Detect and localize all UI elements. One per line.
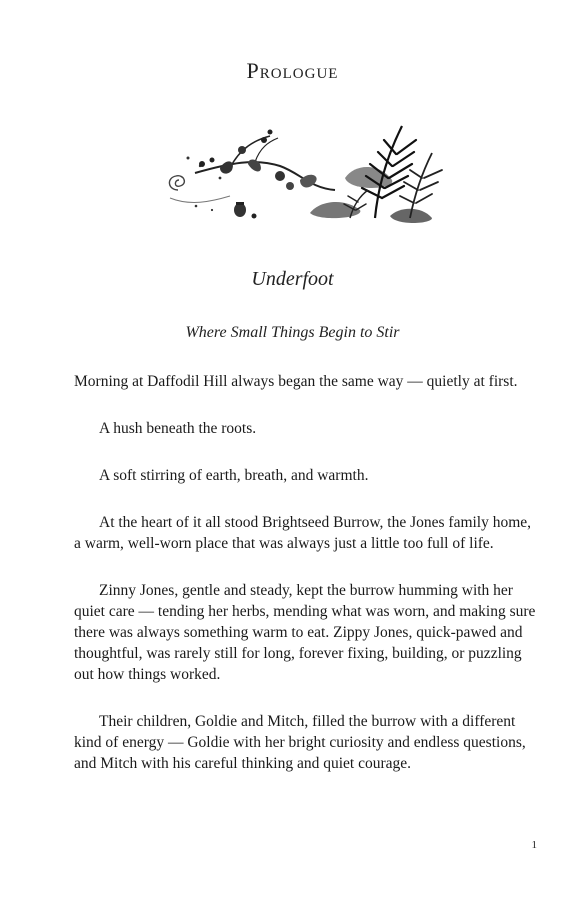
paragraph: Zinny Jones, gentle and steady, kept the burrow humming with her quiet care — tending her herbs, mending what was worn, and making sure there was always something warm to eat. Zippy Jones, quick-pawed and thoughtful, was rarely still for long, forever fixing, building, or puzzling out how things worked. (74, 582, 536, 683)
botanical-vignette-icon (160, 118, 450, 233)
section-title: Underfoot (251, 268, 334, 290)
page-number: 1 (531, 839, 537, 851)
paragraph: A soft stirring of earth, breath, and warmth. (99, 467, 369, 484)
chapter-title: Prologue (246, 58, 339, 83)
section-subtitle: Where Small Things Begin to Stir (185, 324, 400, 341)
paragraph: Their children, Goldie and Mitch, filled the burrow with a different kind of energy — Goldie with her bright curiosity and endless questions, and Mitch with his careful thinking and quiet courage. (74, 713, 526, 772)
paragraph: Morning at Daffodil Hill always began the same way — quietly at first. (74, 373, 518, 390)
paragraph: A hush beneath the roots. (99, 420, 257, 437)
body-text (74, 371, 536, 800)
paragraph: At the heart of it all stood Brightseed Burrow, the Jones family home, a warm, well-worn place that was always just a little too full of life. (74, 514, 532, 552)
